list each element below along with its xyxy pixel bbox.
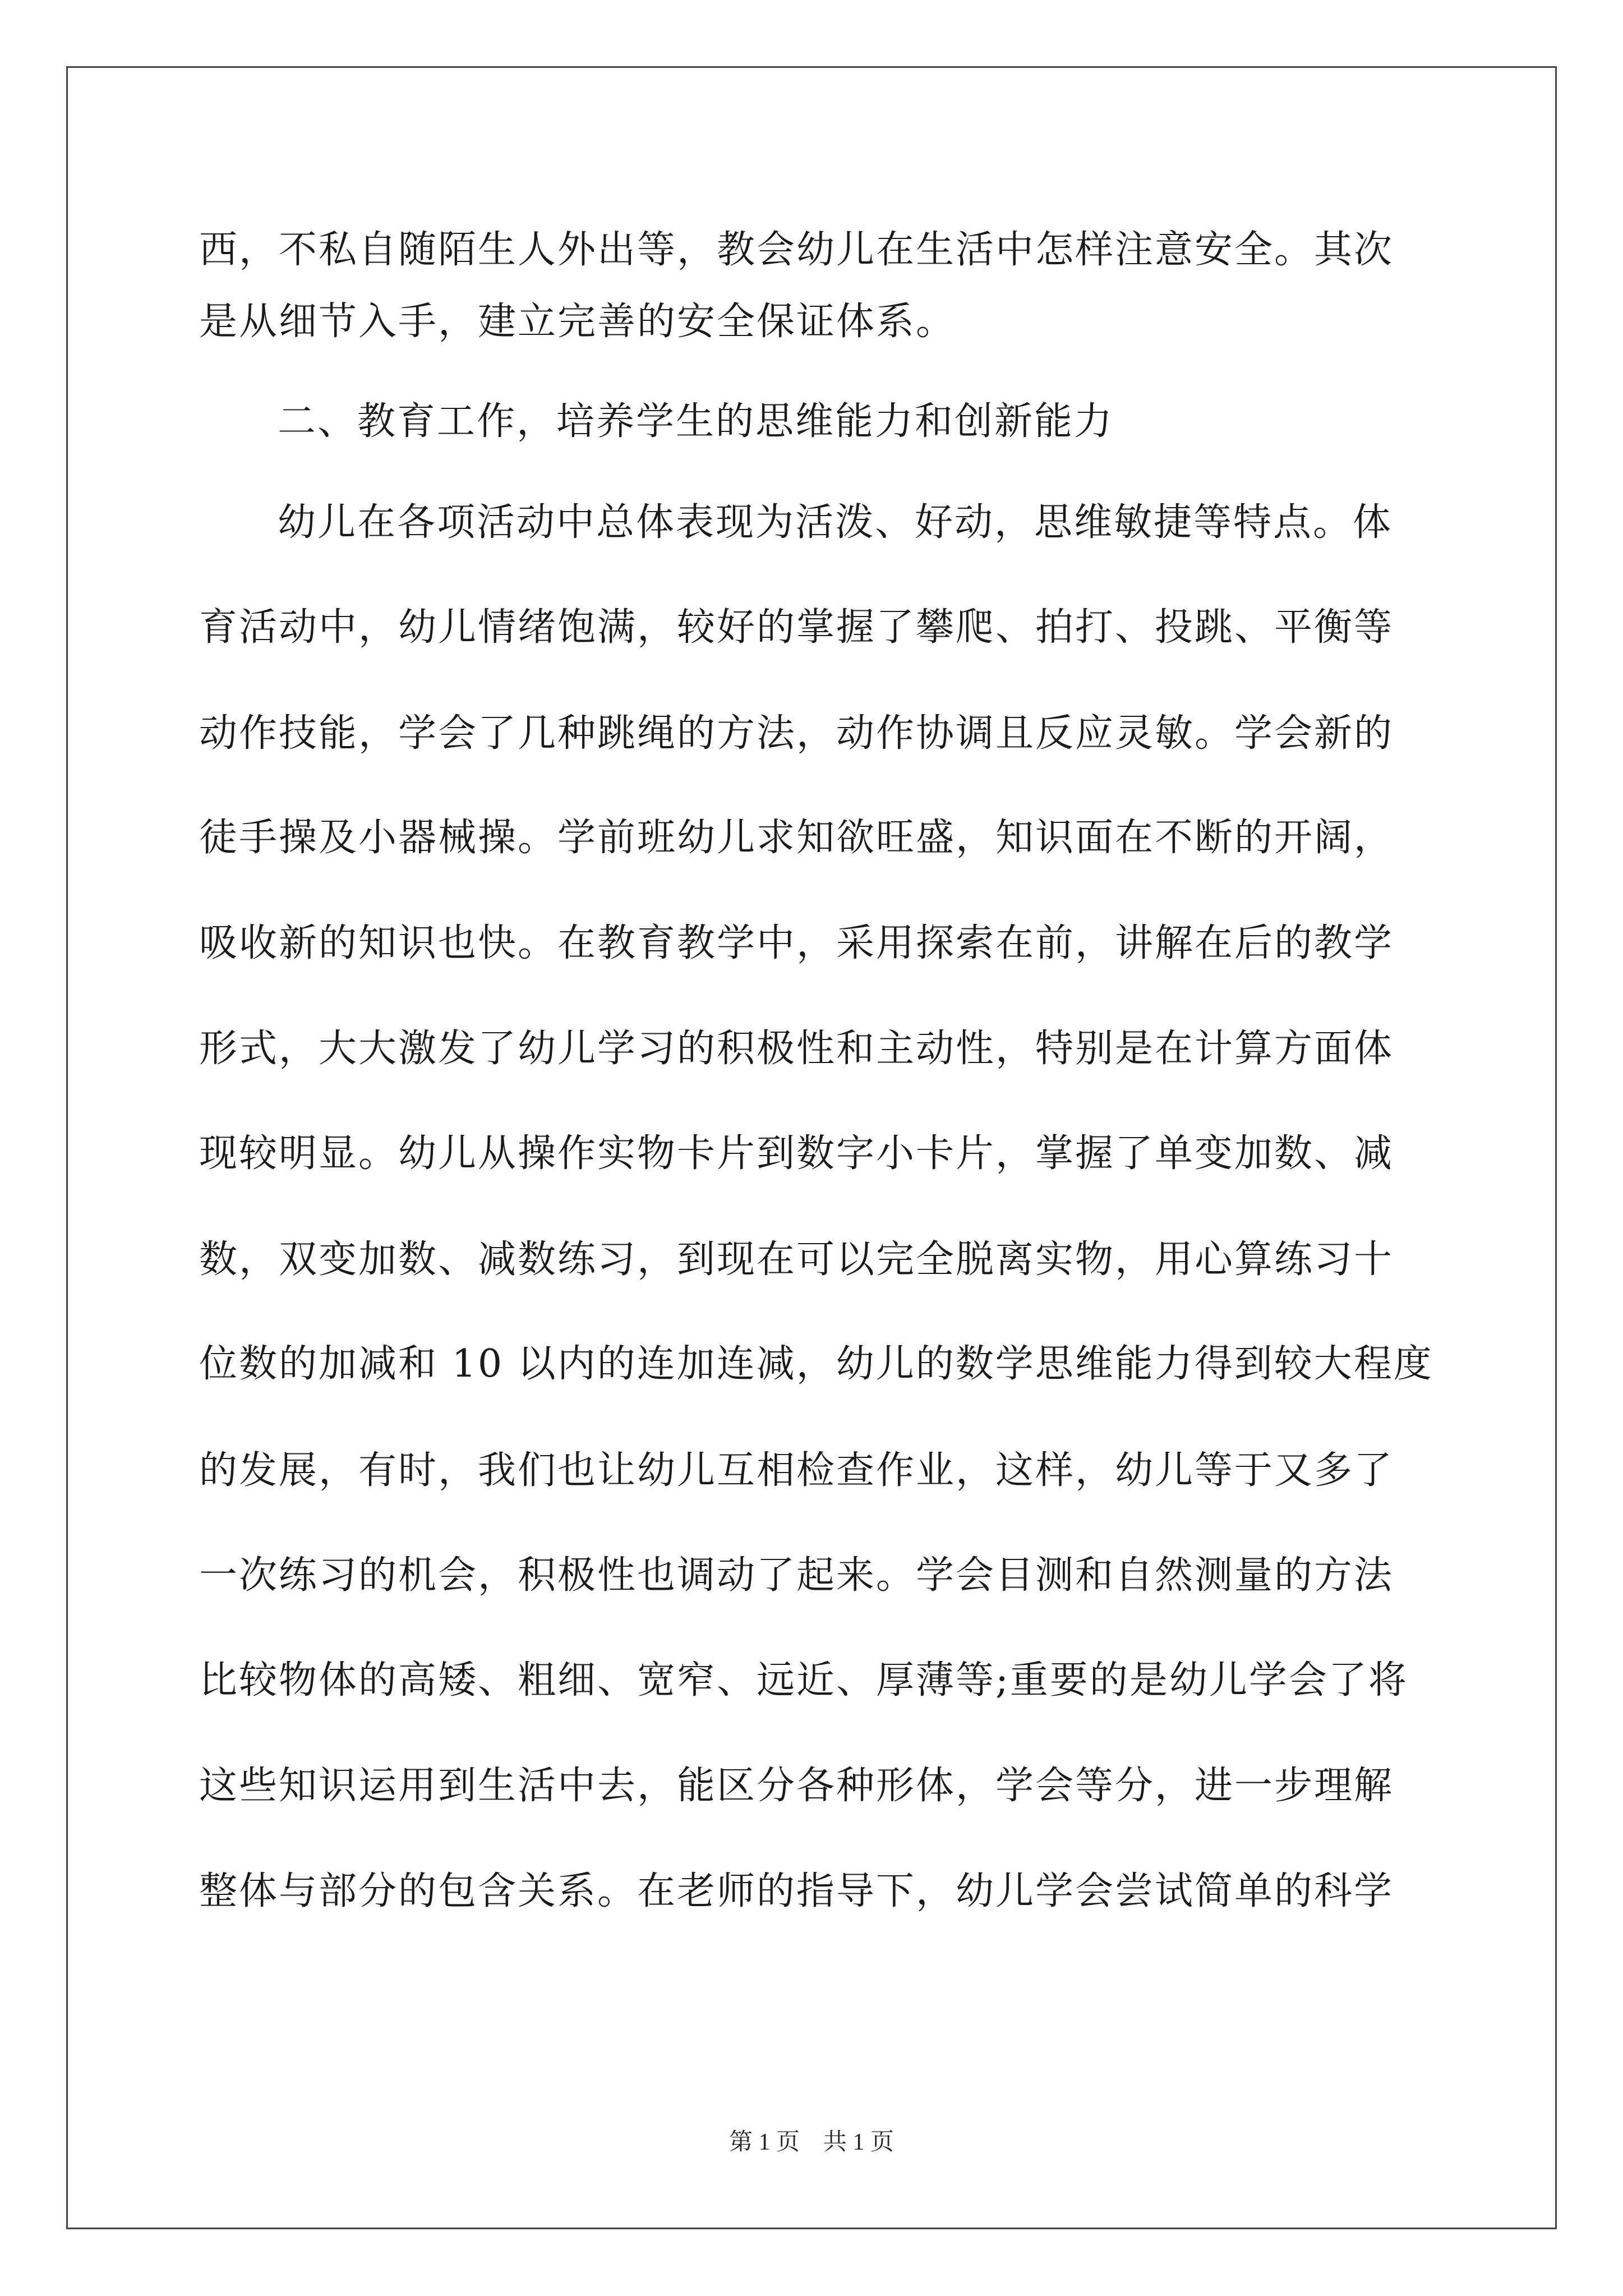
paragraph-line: 动作技能，学会了几种跳绳的方法，动作协调且反应灵敏。学会新的 <box>199 711 1394 756</box>
section-heading: 二、教育工作，培养学生的思维能力和创新能力 <box>278 399 1114 444</box>
paragraph-line: 是从细节入手，建立完善的安全保证体系。 <box>199 300 956 344</box>
paragraph-line: 徒手操及小器械操。学前班幼儿求知欲旺盛，知识面在不断的开阔， <box>199 816 1394 860</box>
paragraph-line: 位数的加减和 10 以内的连加连减，幼儿的数学思维能力得到较大程度 <box>199 1342 1433 1386</box>
paragraph-line: 形式，大大激发了幼儿学习的积极性和主动性，特别是在计算方面体 <box>199 1027 1394 1071</box>
paragraph-line: 育活动中，幼儿情绪饱满，较好的掌握了攀爬、拍打、投跳、平衡等 <box>199 605 1394 650</box>
paragraph-line: 现较明显。幼儿从操作实物卡片到数字小卡片，掌握了单变加数、减 <box>199 1131 1394 1176</box>
paragraph-line: 幼儿在各项活动中总体表现为活泼、好动，思维敏捷等特点。体 <box>278 500 1393 545</box>
paragraph-line: 的发展，有时，我们也让幼儿互相检查作业，这样，幼儿等于又多了 <box>199 1448 1394 1493</box>
paragraph-line: 一次练习的机会，积极性也调动了起来。学会目测和自然测量的方法 <box>199 1553 1394 1598</box>
paragraph-line: 比较物体的高矮、粗细、宽窄、远近、厚薄等;重要的是幼儿学会了将 <box>199 1658 1408 1703</box>
paragraph-line: 数，双变加数、减数练习，到现在可以完全脱离实物，用心算练习十 <box>199 1237 1394 1282</box>
page-number: 第 1 页 共 1 页 <box>728 2129 894 2155</box>
paragraph-line: 整体与部分的包含关系。在老师的指导下，幼儿学会尝试简单的科学 <box>199 1869 1394 1913</box>
paragraph-line: 这些知识运用到生活中去，能区分各种形体，学会等分，进一步理解 <box>199 1764 1394 1808</box>
paragraph-line: 吸收新的知识也快。在教育教学中，采用探索在前，讲解在后的教学 <box>199 921 1394 965</box>
paragraph-line: 西，不私自随陌生人外出等，教会幼儿在生活中怎样注意安全。其次 <box>199 228 1394 272</box>
